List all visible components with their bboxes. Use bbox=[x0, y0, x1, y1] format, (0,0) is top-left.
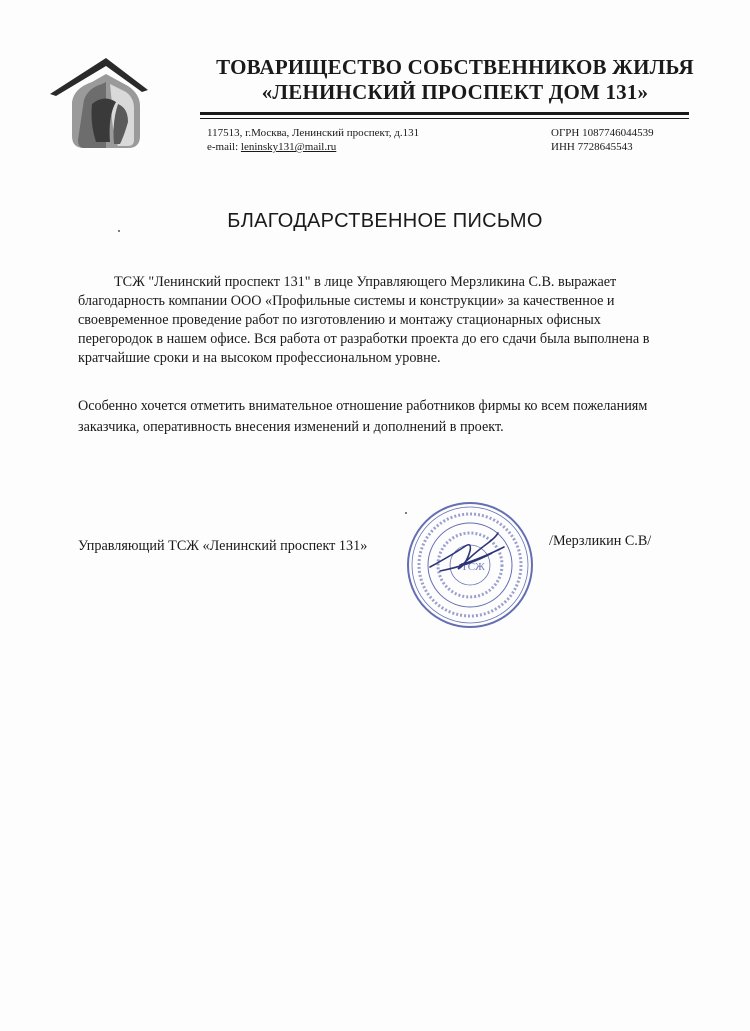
ogrn-line: ОГРН 1087746044539 bbox=[551, 127, 654, 139]
email-label: e-mail: bbox=[207, 141, 239, 153]
paragraph-line: благодарность компании ООО «Профильные системы и конструкции» за качественное и bbox=[78, 293, 615, 309]
header-rule bbox=[200, 112, 689, 115]
round-stamp-icon bbox=[400, 495, 540, 635]
paragraph-line: перегородок в нашем офисе. Вся работа от разработки проекта до его сдачи была выполнена в bbox=[78, 331, 650, 347]
organization-name: ТОВАРИЩЕСТВО СОБСТВЕННИКОВ ЖИЛЬЯ bbox=[216, 55, 694, 79]
scan-speck bbox=[405, 512, 407, 514]
address-line: 117513, г.Москва, Ленинский проспект, д.131 bbox=[207, 127, 420, 139]
email-line bbox=[207, 140, 419, 154]
scan-speck bbox=[118, 230, 120, 232]
contact-block bbox=[207, 126, 419, 154]
header-rule-thin bbox=[200, 118, 689, 119]
paragraph-1 bbox=[78, 273, 693, 368]
registration-block bbox=[551, 126, 654, 154]
paragraph-line: заказчика, оперативность внесения изменений и дополнений в проект. bbox=[78, 419, 504, 435]
letter-title: БЛАГОДАРСТВЕННОЕ ПИСЬМО bbox=[227, 210, 543, 232]
signatory-name: /Мерзликин С.В/ bbox=[549, 533, 652, 549]
house-logo-icon bbox=[44, 44, 154, 154]
email-link[interactable]: leninsky131@mail.ru bbox=[240, 141, 337, 153]
paragraph-2 bbox=[78, 396, 693, 438]
organization-name-subtitle: «ЛЕНИНСКИЙ ПРОСПЕКТ ДОМ 131» bbox=[261, 80, 649, 104]
paragraph-line: кратчайшие сроки и на высоком профессиональном уровне. bbox=[78, 350, 441, 366]
inn-line: ИНН 7728645543 bbox=[551, 141, 633, 153]
paragraph-line: своевременное проведение работ по изготовлению и монтажу стационарных офисных bbox=[78, 312, 601, 328]
signatory-role: Управляющий ТСЖ «Ленинский проспект 131» bbox=[78, 538, 368, 554]
stamp-center-text: ТСЖ bbox=[461, 561, 485, 573]
paragraph-line: Особенно хочется отметить внимательное отношение работников фирмы ко всем пожеланиям bbox=[78, 398, 648, 414]
paragraph-line: ТСЖ "Ленинский проспект 131" в лице Управляющего Мерзликина С.В. выражает bbox=[114, 274, 617, 290]
